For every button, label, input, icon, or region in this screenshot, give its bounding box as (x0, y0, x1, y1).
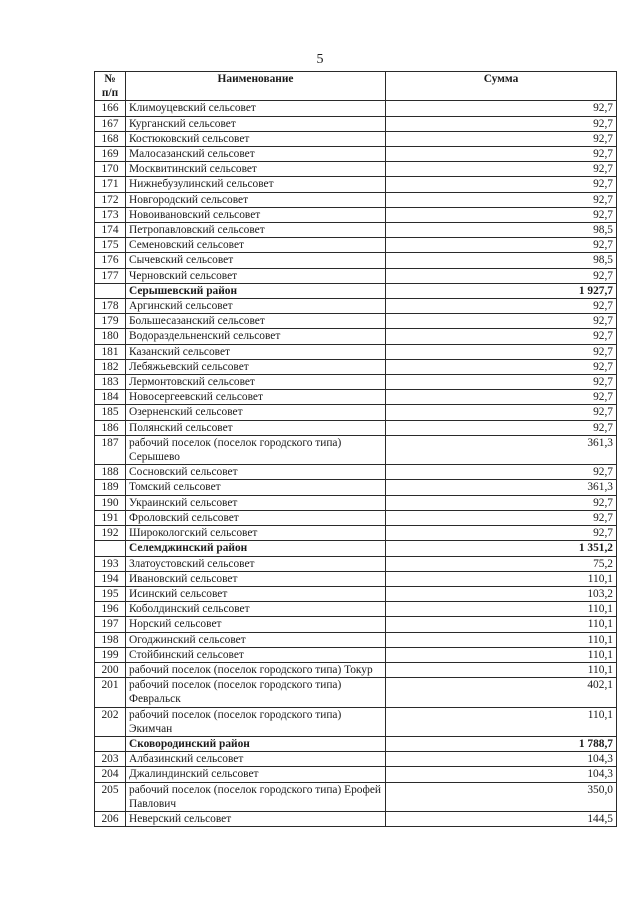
row-sum: 92,7 (386, 268, 617, 283)
row-number: 170 (95, 162, 126, 177)
table-row (95, 707, 617, 736)
row-name: Неверский сельсовет (126, 811, 386, 826)
row-name: Казанский сельсовет (126, 344, 386, 359)
table-row (95, 647, 617, 662)
row-sum: 1 351,2 (386, 541, 617, 556)
table-row (95, 131, 617, 146)
row-sum: 92,7 (386, 177, 617, 192)
table-body (95, 101, 617, 827)
table-row (95, 678, 617, 707)
row-sum: 104,3 (386, 752, 617, 767)
row-name: Джалиндинский сельсовет (126, 767, 386, 782)
row-number (95, 283, 126, 298)
table-row (95, 177, 617, 192)
row-sum: 92,7 (386, 299, 617, 314)
row-number: 198 (95, 632, 126, 647)
table-row (95, 767, 617, 782)
table-header-row (95, 72, 617, 101)
row-sum: 110,1 (386, 707, 617, 736)
row-name: Златоустовский сельсовет (126, 556, 386, 571)
row-number: 204 (95, 767, 126, 782)
row-name: Сковородинский район (126, 736, 386, 751)
row-name: Стойбинский сельсовет (126, 647, 386, 662)
row-sum: 92,7 (386, 131, 617, 146)
row-number: 190 (95, 495, 126, 510)
table-row (95, 253, 617, 268)
row-number: 181 (95, 344, 126, 359)
allocation-table (94, 71, 617, 827)
table-row (95, 405, 617, 420)
row-sum: 92,7 (386, 192, 617, 207)
row-sum: 1 788,7 (386, 736, 617, 751)
row-name: Нижнебузулинский сельсовет (126, 177, 386, 192)
row-name: Лебяжьевский сельсовет (126, 359, 386, 374)
table-row (95, 329, 617, 344)
header-name: Наименование (126, 72, 386, 101)
row-number: 176 (95, 253, 126, 268)
row-number: 182 (95, 359, 126, 374)
row-name: Курганский сельсовет (126, 116, 386, 131)
row-number: 177 (95, 268, 126, 283)
row-name: рабочий поселок (поселок городского типа) Ерофей Павлович (126, 782, 386, 811)
row-number: 194 (95, 571, 126, 586)
header-number-symbol: № (104, 73, 116, 85)
row-sum: 92,7 (386, 526, 617, 541)
table-row (95, 510, 617, 525)
row-name: Аргинский сельсовет (126, 299, 386, 314)
row-name: рабочий поселок (поселок городского типа) Февральск (126, 678, 386, 707)
row-number: 201 (95, 678, 126, 707)
row-number: 183 (95, 375, 126, 390)
row-name: Сычевский сельсовет (126, 253, 386, 268)
row-name: Полянский сельсовет (126, 420, 386, 435)
row-sum: 92,7 (386, 207, 617, 222)
row-name: Малосазанский сельсовет (126, 147, 386, 162)
row-number: 166 (95, 101, 126, 116)
table-row (95, 782, 617, 811)
district-row (95, 541, 617, 556)
row-sum: 92,7 (386, 359, 617, 374)
table-row (95, 223, 617, 238)
table-row (95, 526, 617, 541)
row-sum: 92,7 (386, 314, 617, 329)
table-row (95, 390, 617, 405)
header-number-abbr: п/п (101, 87, 119, 100)
row-sum: 110,1 (386, 647, 617, 662)
row-sum: 110,1 (386, 617, 617, 632)
row-number: 187 (95, 435, 126, 464)
row-sum: 103,2 (386, 586, 617, 601)
row-sum: 110,1 (386, 571, 617, 586)
table-row (95, 632, 617, 647)
row-number: 195 (95, 586, 126, 601)
row-sum: 110,1 (386, 662, 617, 677)
row-name: Огоджинский сельсовет (126, 632, 386, 647)
table-row (95, 147, 617, 162)
row-name: Широкологский сельсовет (126, 526, 386, 541)
row-name: Норский сельсовет (126, 617, 386, 632)
row-number: 179 (95, 314, 126, 329)
row-number: 178 (95, 299, 126, 314)
row-number: 191 (95, 510, 126, 525)
district-row (95, 736, 617, 751)
row-sum: 92,7 (386, 344, 617, 359)
table-row (95, 344, 617, 359)
row-name: рабочий поселок (поселок городского типа) Токур (126, 662, 386, 677)
row-sum: 92,7 (386, 390, 617, 405)
row-number: 199 (95, 647, 126, 662)
table-row (95, 238, 617, 253)
table-row (95, 314, 617, 329)
row-name: Новоивановский сельсовет (126, 207, 386, 222)
row-sum: 92,7 (386, 147, 617, 162)
row-name: Большесазанский сельсовет (126, 314, 386, 329)
row-number: 174 (95, 223, 126, 238)
row-sum: 92,7 (386, 101, 617, 116)
row-name: рабочий поселок (поселок городского типа) Серышево (126, 435, 386, 464)
row-name: Исинский сельсовет (126, 586, 386, 601)
row-number: 196 (95, 602, 126, 617)
row-name: Украинский сельсовет (126, 495, 386, 510)
row-number (95, 541, 126, 556)
row-number: 172 (95, 192, 126, 207)
row-number: 205 (95, 782, 126, 811)
row-sum: 104,3 (386, 767, 617, 782)
row-number: 175 (95, 238, 126, 253)
row-number: 200 (95, 662, 126, 677)
row-number: 185 (95, 405, 126, 420)
row-sum: 75,2 (386, 556, 617, 571)
table-row (95, 586, 617, 601)
row-sum: 361,3 (386, 480, 617, 495)
district-row (95, 283, 617, 298)
row-sum: 361,3 (386, 435, 617, 464)
table-row (95, 617, 617, 632)
row-number: 197 (95, 617, 126, 632)
row-name: Коболдинский сельсовет (126, 602, 386, 617)
row-name: Новосергеевский сельсовет (126, 390, 386, 405)
row-number: 173 (95, 207, 126, 222)
row-name: Москвитинский сельсовет (126, 162, 386, 177)
row-name: Албазинский сельсовет (126, 752, 386, 767)
row-sum: 92,7 (386, 495, 617, 510)
table-row (95, 420, 617, 435)
row-sum: 92,7 (386, 116, 617, 131)
row-number: 203 (95, 752, 126, 767)
row-sum: 92,7 (386, 375, 617, 390)
row-name: Озерненский сельсовет (126, 405, 386, 420)
row-sum: 92,7 (386, 420, 617, 435)
header-sum: Сумма (386, 72, 617, 101)
table-row (95, 556, 617, 571)
row-name: Томский сельсовет (126, 480, 386, 495)
row-name: Петропавловский сельсовет (126, 223, 386, 238)
table-row (95, 299, 617, 314)
table-row (95, 162, 617, 177)
page-number: 5 (316, 52, 324, 67)
row-name: Сосновский сельсовет (126, 465, 386, 480)
row-name: Серышевский район (126, 283, 386, 298)
row-number: 206 (95, 811, 126, 826)
row-sum: 1 927,7 (386, 283, 617, 298)
row-sum: 92,7 (386, 238, 617, 253)
row-name: рабочий поселок (поселок городского типа) Экимчан (126, 707, 386, 736)
row-number: 171 (95, 177, 126, 192)
row-sum: 402,1 (386, 678, 617, 707)
table-row (95, 375, 617, 390)
row-name: Фроловский сельсовет (126, 510, 386, 525)
row-sum: 98,5 (386, 253, 617, 268)
row-name: Черновский сельсовет (126, 268, 386, 283)
table-row (95, 811, 617, 826)
row-number: 186 (95, 420, 126, 435)
row-sum: 92,7 (386, 329, 617, 344)
row-number: 189 (95, 480, 126, 495)
row-number: 184 (95, 390, 126, 405)
table-row (95, 752, 617, 767)
table-row (95, 465, 617, 480)
row-name: Ивановский сельсовет (126, 571, 386, 586)
row-number: 202 (95, 707, 126, 736)
table-row (95, 571, 617, 586)
row-sum: 92,7 (386, 510, 617, 525)
table-row (95, 662, 617, 677)
row-sum: 110,1 (386, 602, 617, 617)
row-number: 167 (95, 116, 126, 131)
row-name: Водораздельненский сельсовет (126, 329, 386, 344)
row-sum: 92,7 (386, 405, 617, 420)
table-row (95, 602, 617, 617)
row-sum: 350,0 (386, 782, 617, 811)
row-sum: 92,7 (386, 465, 617, 480)
row-name: Климоуцевский сельсовет (126, 101, 386, 116)
row-name: Костюковский сельсовет (126, 131, 386, 146)
table-row (95, 101, 617, 116)
table-row (95, 495, 617, 510)
row-sum: 98,5 (386, 223, 617, 238)
table-row (95, 116, 617, 131)
row-sum: 92,7 (386, 162, 617, 177)
row-number: 169 (95, 147, 126, 162)
row-number: 180 (95, 329, 126, 344)
row-name: Лермонтовский сельсовет (126, 375, 386, 390)
table-row (95, 268, 617, 283)
table-row (95, 435, 617, 464)
row-name: Новгородский сельсовет (126, 192, 386, 207)
row-number: 193 (95, 556, 126, 571)
row-number: 188 (95, 465, 126, 480)
table-row (95, 480, 617, 495)
header-number (95, 72, 126, 101)
table-row (95, 207, 617, 222)
row-number: 168 (95, 131, 126, 146)
row-name: Семеновский сельсовет (126, 238, 386, 253)
table-row (95, 359, 617, 374)
row-name: Селемджинский район (126, 541, 386, 556)
row-sum: 144,5 (386, 811, 617, 826)
row-sum: 110,1 (386, 632, 617, 647)
table-row (95, 192, 617, 207)
row-number: 192 (95, 526, 126, 541)
row-number (95, 736, 126, 751)
